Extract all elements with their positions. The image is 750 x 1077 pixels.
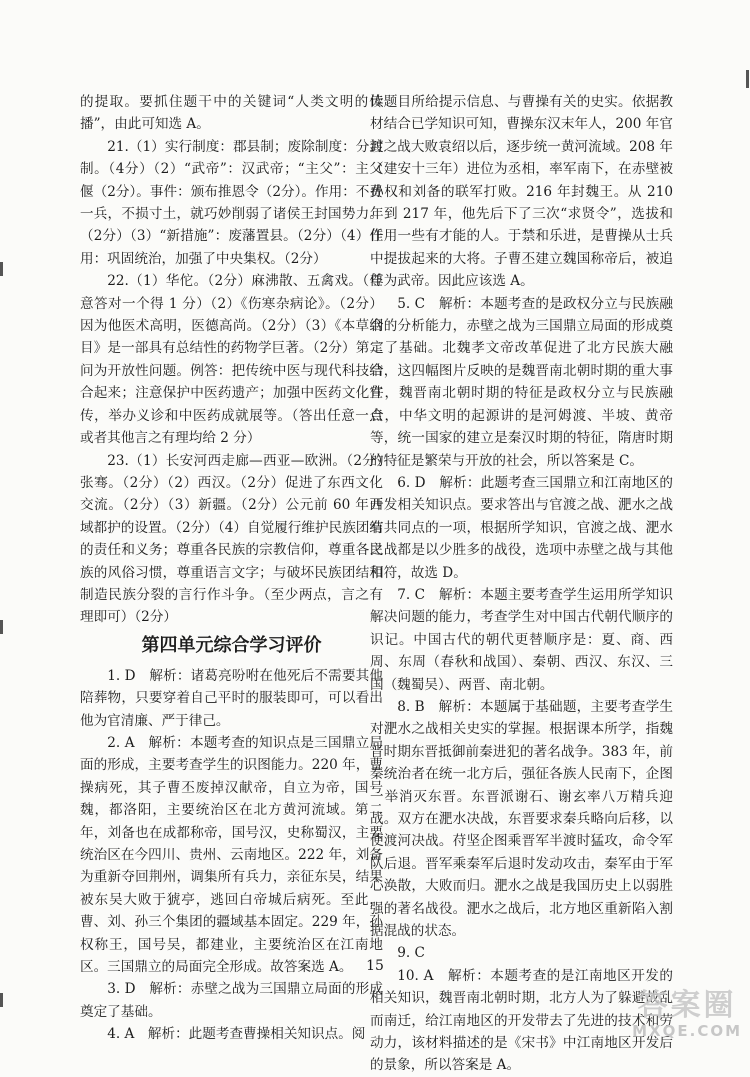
right-column	[370, 91, 673, 1077]
edge-mark	[0, 993, 3, 1007]
answer-21: 21.（1）实行制度：郡县制；废除制度：分封制。（4分）（2）“武帝”：汉武帝；“主父”：主父偃（2分）。事件：颁布推恩令（2分）。作用：不费一兵，不损寸土，就巧妙削弱了诸侯王封国势力。（2分）（3）“新措施”：废藩置县。（2分）（4）作用：巩固统治，加强了中央集权。（2分）	[80, 138, 383, 267]
answer-1: 1. D 解析：诸葛亮吩咐在他死后不需要其他陪葬物，只要穿着自己平时的服装即可，可以看出他为官清廉、严于律己。	[80, 667, 383, 729]
answer-22: 22.（1）华佗。（2分）麻沸散、五禽戏。（任意答对一个得 1 分）（2）《伤寒杂病论》。（2分）因为他医术高明，医德高尚。（2分）（3）《本草纲目》是一部具有总结性的药物学巨著。（2分）第二问为开放性问题。例答：把传统中医与现代科技结合起来；注意保护中医药遗产；加强中医药文化宣传，举办义诊和中医药成就展等。（答出任意一点或者其他言之有理均给 2 分）	[80, 273, 383, 447]
answer-23: 23.（1）长安河西走廊—西亚—欧洲。（2分）张骞。（2分）（2）西汉。（2分）促进了东西文化交流。（2分）（3）新疆。（2分）公元前 60 年西域都护的设置。（2分）（4）自觉履行维护民族团结的责任和义务；尊重各民族的宗教信仰，尊重各民族的风俗习惯，尊重语言文字；与破坏民族团结和制造民族分裂的言行作斗争。（至少两点，言之有理即可）（2分）	[80, 452, 383, 626]
answer-9: 9. C	[397, 945, 425, 962]
edge-mark	[0, 262, 3, 276]
answer-8: 8. B 解析：本题属于基础题，主要考查学生对淝水之战相关史实的掌握。根据课本所学，指魏晋时期东晋抵御前秦进犯的著名战争。383 年，前秦统治者在统一北方后，强征各族人民南下，企图一举消灭东晋。东晋派谢石、谢玄率八万精兵迎战。双方在淝水决战，东晋要求秦兵略向后移，以便渡河决战。苻坚企图乘晋军半渡时猛攻，命令军队后退。晋军乘秦军后退时发动攻击，秦军由于军心涣散，大败而归。淝水之战是我国历史上以弱胜强的著名战役。淝水之战后，北方地区重新陷入割据混战的状态。	[370, 698, 673, 940]
answer-4-continued: 读题目所给提示信息、与曹操有关的史实。依据教材结合已学知识可知，曹操东汉末年人，200 年官渡之战大败袁绍以后，逐步统一黄河流域。208 年（建安十三年）进位为丞相，率军南下，在赤壁被孙权和刘备的联军打败。216 年封魏王。从 210 年到 217 年，他先后下了三次“求贤令”，选拔和任用一些有才能的人。于禁和乐进，是曹操从士兵中提拔起来的大将。子曹丕建立魏国称帝后，被追尊为武帝。因此应该选 A。	[370, 94, 673, 290]
watermark-logo-text: 答案圈	[637, 988, 737, 1023]
edge-mark	[746, 70, 749, 88]
section-heading: 第四单元综合学习评价	[141, 634, 322, 656]
answer-4-start: 4. A 解析：此题考查曹操相关知识点。阅	[107, 1026, 366, 1043]
answer-5: 5. C 解析：本题考查的是政权分立与民族融合的分析能力，赤壁之战为三国鼎立局面的形成奠定了基础。北魏孝文帝改革促进了北方民族大融合，这四幅图片反映的是魏晋南北朝时期的重大事件，魏晋南北朝时期的特征是政权分立与民族融合，中华文明的起源讲的是河姆渡、半坡、黄帝等，统一国家的建立是秦汉时期的特征，隋唐时期的特征是繁荣与开放的社会，所以答案是 C。	[370, 295, 673, 469]
watermark	[632, 990, 742, 1040]
edge-mark	[0, 620, 3, 634]
answer-fragment: 的提取。要抓住题干中的关键词“人类文明的传播”，由此可知选 A。	[80, 94, 383, 133]
watermark-url: MXQE.COM	[632, 1022, 742, 1040]
answer-3: 3. D 解析：赤壁之战为三国鼎立局面的形成奠定了基础。	[80, 981, 383, 1020]
answer-10: 10. A 解析：本题考查的是江南地区开发的相关知识，魏晋南北朝时期，北方人为了躲避战乱而南迁，给江南地区的开发带去了先进的技术和劳动力，该材料描述的是《宋书》中江南地区开发后的景象，所以答案是 A。	[370, 967, 673, 1074]
answer-7: 7. C 解析：本题主要考查学生运用所学知识解决问题的能力，考查学生对中国古代朝代顺序的识记。中国古代的朝代更替顺序是：夏、商、西周、东周（春秋和战国）、秦朝、西汉、东汉、三国（魏蜀吴）、两晋、南北朝。	[370, 586, 673, 693]
page-number: 15	[366, 958, 384, 974]
answer-6: 6. D 解析：此题考查三国鼎立和江南地区的开发相关知识点。要求答出与官渡之战、淝水之战有共同点的一项，根据所学知识，官渡之战、淝水之战都是以少胜多的战役，选项中赤壁之战与其他相符，故选 D。	[370, 474, 673, 581]
answer-2: 2. A 解析：本题考查的知识点是三国鼎立局面的形成，主要考查学生的识图能力。220 年，曹操病死，其子曹丕废掉汉献帝，自立为帝，国号魏，都洛阳，主要统治区在北方黄河流域。第二年，刘备也在成都称帝，国号汉，史称蜀汉，主要统治区在今四川、贵州、云南地区。222 年，刘备为重新夺回荆州，调集所有兵力，亲征东吴，结果被东吴大败于猇亭，逃回白帝城后病死。至此，曹、刘、孙三个集团的疆域基本固定。229 年，孙权称王，国号吴，都建业，主要统治区在江南地区。三国鼎立的局面完全形成。故答案选 A。	[80, 734, 383, 976]
left-column	[80, 91, 383, 1046]
